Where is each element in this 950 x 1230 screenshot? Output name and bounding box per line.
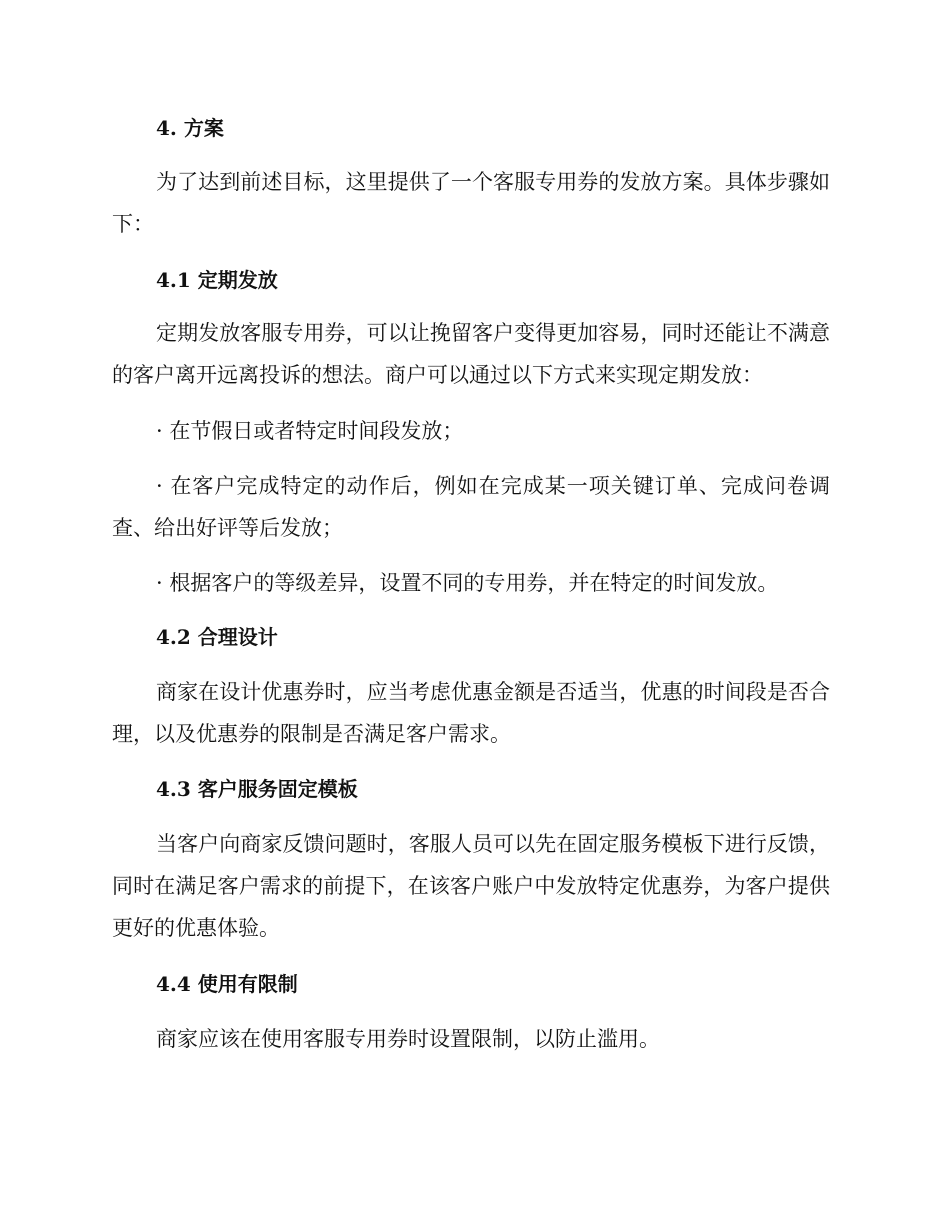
- sub1-bullet-3: · 根据客户的等级差异，设置不同的专用券，并在特定的时间发放。: [156, 571, 779, 595]
- sub1-bullet-1: · 在节假日或者特定时间段发放；: [156, 419, 464, 443]
- sub3-body: 当客户向商家反馈问题时，客服人员可以先在固定服务模板下进行反馈，同时在满足客户需求的前提下，在该客户账户中发放特定优惠券，为客户提供更好的优惠体验。: [112, 832, 830, 940]
- sub1-bullet-2: · 在客户完成特定的动作后，例如在完成某一项关键订单、完成问卷调查、给出好评等后发放；: [112, 474, 830, 540]
- sub4-heading: 4.4 使用有限制: [156, 972, 298, 996]
- sub4-body: 商家应该在使用客服专用券时设置限制，以防止滥用。: [156, 1027, 660, 1051]
- sub2-body: 商家在设计优惠券时，应当考虑优惠金额是否适当，优惠的时间段是否合理，以及优惠券的限制是否满足客户需求。: [112, 680, 830, 746]
- sub1-heading: 4.1 定期发放: [156, 268, 278, 292]
- sub3-heading: 4.3 客户服务固定模板: [156, 777, 358, 801]
- section-intro: 为了达到前述目标，这里提供了一个客服专用券的发放方案。具体步骤如下：: [112, 170, 830, 236]
- section-heading: 4. 方案: [156, 116, 224, 140]
- sub2-heading: 4.2 合理设计: [156, 625, 278, 649]
- sub1-body: 定期发放客服专用券，可以让挽留客户变得更加容易，同时还能让不满意的客户离开远离投诉的想法。商户可以通过以下方式来实现定期发放：: [112, 321, 830, 387]
